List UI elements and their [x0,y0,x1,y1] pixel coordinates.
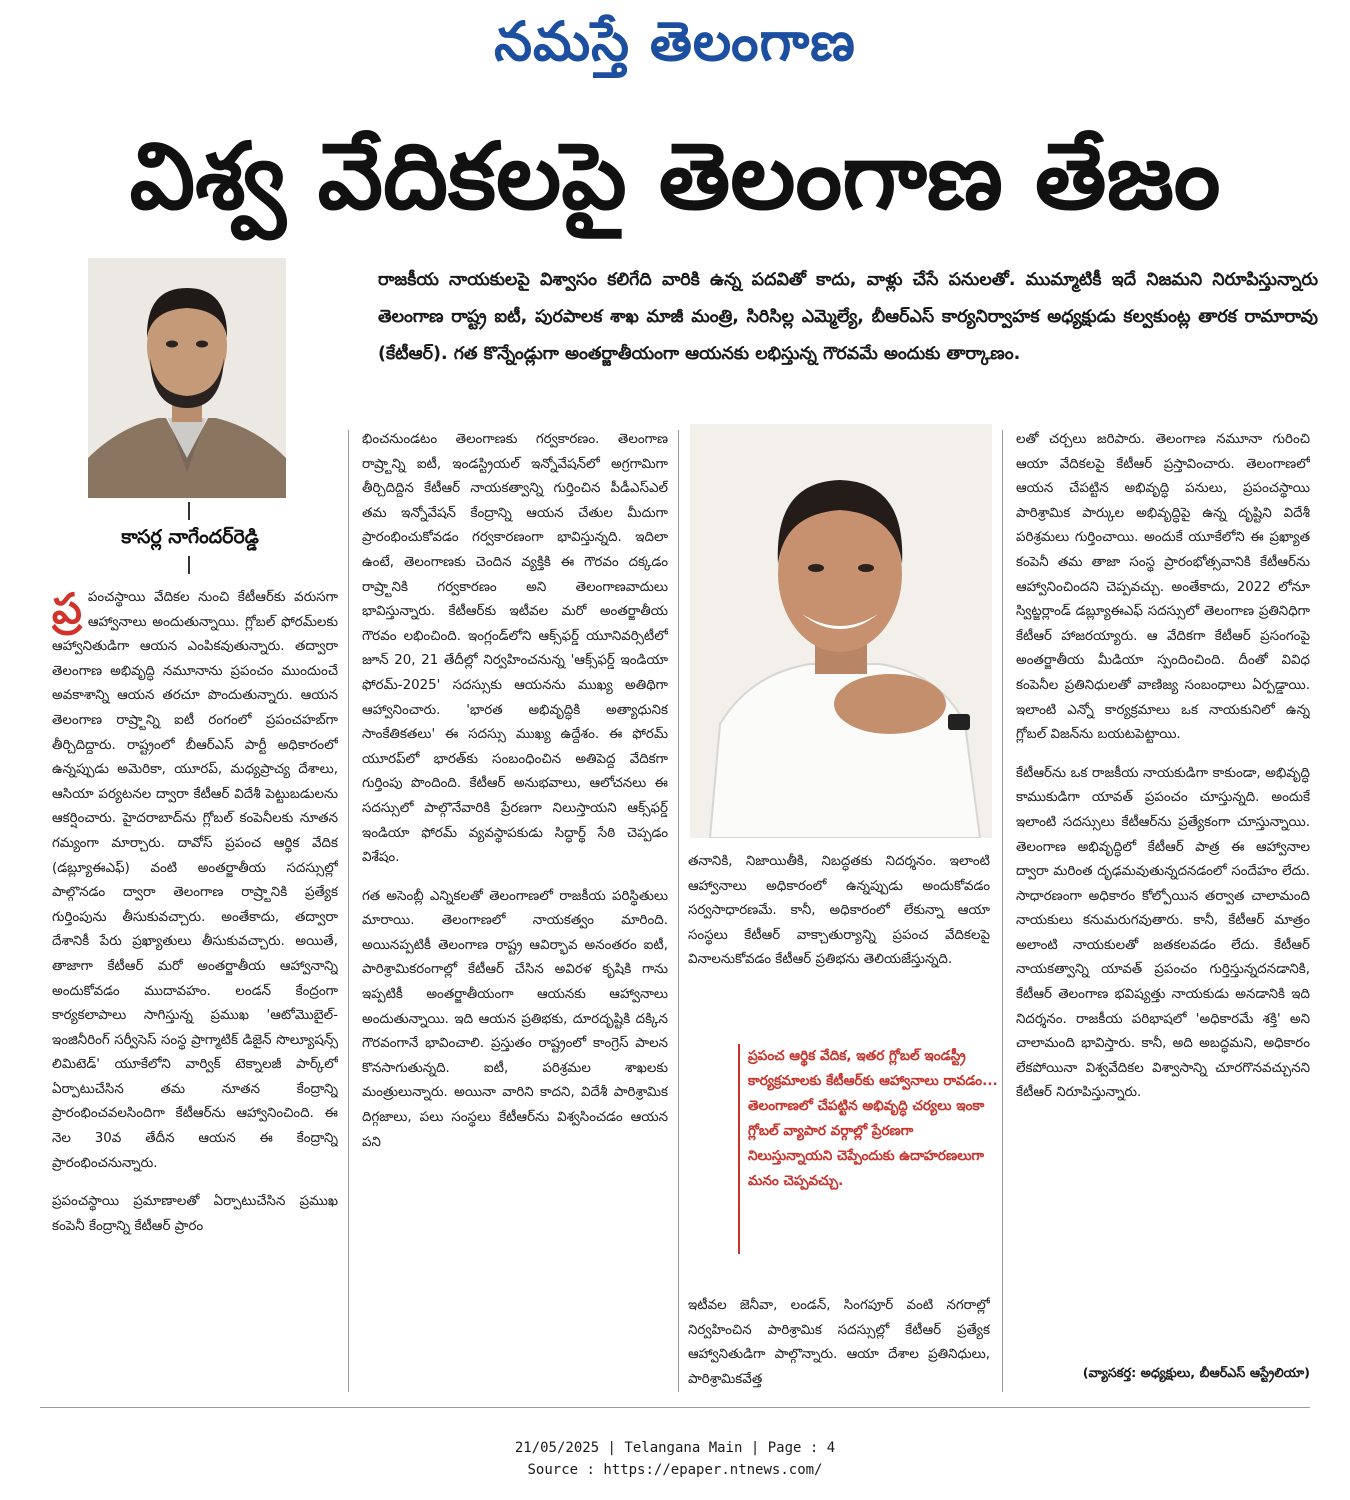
pull-quote: ప్రపంచ ఆర్థిక వేదిక, ఇతర గ్లోబల్ ఇండస్ట్రీ కార్యక్రమాలకు కేటీఆర్‌కు ఆహ్వానాలు రావడం... తెలంగాణలో చేపట్టిన అభివృద్ధి చర్యలు ఇంకా గ్లోబల్ వ్యాపార వర్గాల్లో ప్రేరణగా నిలుస్తున్నాయని చెప్పేందుకు ఉదాహరణలుగా మనం చెప్పవచ్చు. [738,1044,998,1254]
article-headline: విశ్వ వేదికలపై తెలంగాణ తేజం [129,123,1221,230]
column-divider-3 [1002,430,1003,1392]
column-1-paragraph-1: పంచస్థాయి వేదికల నుంచి కేటీఆర్‌కు వరుసగా ఆహ్వానాలు అందుతున్నాయి. గ్లోబల్ ఫోరమ్‌లకు ఆహ్వానితుడిగా ఆయన ఎంపికవుతున్నారు. తద్వారా తెలంగాణ అభివృద్ధి నమూనాను ప్రపంచం ముందుంచే అవకాశాన్ని ఆయన తరచూ పొందుతున్నారు. ఆయన తెలంగాణ రాష్ర్టాన్ని ఐటీ రంగంలో ప్రపంచహబ్‌గా తీర్చిదిద్దారు. రాష్ట్రంలో బీఆర్‌ఎస్ పార్టీ అధికారంలో ఉన్నప్పుడు అమెరికా, యూరప్, మధ్యప్రాచ్య దేశాలు, ఆసియా పర్యటనల ద్వారా కేటీఆర్ విదేశీ పెట్టుబడులను ఆకర్షించారు. హైదరాబాద్‌ను గ్లోబల్ కంపెనీలకు నూతన గమ్యంగా మార్చారు. దావోస్ ప్రపంచ ఆర్థిక వేదిక (డబ్ల్యూఈఎఫ్) వంటి అంతర్జాతీయ సదస్సుల్లో పాల్గొనడం ద్వారా తెలంగాణ రాష్ర్టానికి ప్రత్యేక గుర్తింపును తీసుకువచ్చారు. అంతేకాదు, తద్వారా దేశానికీ పేరు ప్రఖ్యాతులు తీసుకువచ్చారు. అయితే, తాజాగా కేటీఆర్ మరో అంతర్జాతీయ ఆహ్వానాన్ని అందుకోవడం ముదావహం. లండన్ కేంద్రంగా కార్యకలాపాలు సాగిస్తున్న ప్రముఖ 'ఆటోమొబైల్-ఇంజినీరింగ్ సర్వీసెస్ సంస్థ ప్రాగ్మాటిక్ డిజైన్ సొల్యూషన్స్ లిమిటెడ్' యూకేలోని వార్విక్ టెక్నాలజీ పార్క్‌లో ఏర్పాటుచేసిన తమ నూతన కేంద్రాన్ని ప్రారంభించవలసిందిగా కేటీఆర్‌ను ఆహ్వానించింది. ఈ నెల 30వ తేదీన ఆయన ఈ కేంద్రాన్ని ప్రారంభించనున్నారు. [52,590,338,1171]
column-3-paragraph-2: ఇటీవల జెనీవా, లండన్, సింగపూర్ వంటి నగరాల్లో నిర్వహించిన పారిశ్రామిక సదస్సుల్లో కేటీఆర్ ప్రత్యేక ఆహ్వానితుడిగా పాల్గొన్నారు. ఆయా దేశాల ప్రతినిధులు, పారిశ్రామికవేత్త [688,1298,990,1387]
footer-date-line: 21/05/2025 | Telangana Main | Page : 4 [514,1440,836,1456]
article-column-3 [688,850,990,1020]
column-1-paragraph-2: ప్రపంచస్థాయి ప్రమాణాలతో ఏర్పాటుచేసిన ప్రముఖ కంపెనీ కేంద్రాన్ని కేటీఆర్ ప్రారం [52,1194,338,1234]
author-rule-top [188,502,190,520]
column-divider-2 [678,430,679,1392]
article-column-4 [1016,428,1310,1360]
column-4-paragraph-1: లతో చర్చలు జరిపారు. తెలంగాణ నమూనా గురించి ఆయా వేదికలపై కేటీఆర్ ప్రస్తావించారు. తెలంగాణలో ఆయన చేపట్టిన అభివృద్ధి పనులు, ప్రపంచస్థాయి పారిశ్రామిక పార్కుల అభివృద్ధిపై ఉన్న దృష్టిని విదేశీ పరిశ్రమలు గుర్తించాయి. అందుకే యూకేలోని ఈ ప్రఖ్యాత కంపెనీ తమ తాజా సంస్థ ప్రారంభోత్సవానికి కేటీఆర్‌ను ఆహ్వానించిందని చెప్పవచ్చు. అంతేకాదు, 2022 లోనూ స్విట్జర్లాండ్ డబ్ల్యూఈఎఫ్ సదస్సులో తెలంగాణ ప్రతినిధిగా కేటీఆర్ హాజరయ్యారు. ఆ వేదికగా కేటీఆర్ ప్రసంగంపై అంతర్జాతీయ మీడియా స్పందించింది. దీంతో వివిధ కంపెనీల ప్రతినిధులతో వాణిజ్య సంబంధాలు ఏర్పడ్డాయి. ఇలాంటి ఎన్నో కార్యక్రమాలు ఒక నాయకునిలో ఉన్న గ్లోబల్ విజన్‌ను బయటపెట్టాయి. [1016,432,1310,743]
drop-cap: ప్ర [52,586,82,633]
masthead-logo: నమస్తే తెలంగాణ [494,9,856,73]
article-intro: రాజకీయ నాయకులపై విశ్వాసం కలిగేది వారికి ఉన్న పదవితో కాదు, వాళ్లు చేసే పనులతో. ముమ్మాటికీ ఇదే నిజమని నిరూపిస్తున్నారు తెలంగాణ రాష్ట్ర ఐటీ, పురపాలక శాఖ మాజీ మంత్రి, సిరిసిల్ల ఎమ్మెల్యే, బీఆర్‌ఎస్ కార్యనిర్వాహక అధ్యక్షుడు కల్వకుంట్ల తారక రామారావు (కేటీఆర్). గత కొన్నేండ్లుగా అంతర్జాతీయంగా ఆయనకు లభిస్తున్న గౌరవమే అందుకు తార్కాణం. [378,270,1318,364]
article-column-3-bottom [688,1294,990,1392]
author-photo [88,258,286,498]
author-name: కాసర్ల నాగేందర్‌రెడ్డి [121,526,259,548]
author-rule-bottom [188,556,190,574]
column-4-paragraph-2: కేటీఆర్‌ను ఒక రాజకీయ నాయకుడిగా కాకుండా, అభివృద్ధి కాముకుడిగా యావత్ ప్రపంచం చూస్తున్నది. అందుకే ఇలాంటి సదస్సులు కేటీఆర్‌ను ప్రత్యేకంగా చూస్తున్నాయి. తెలంగాణ అభివృద్ధిలో కేటీఆర్ పాత్ర ఈ ఆహ్వానాల ద్వారా మరింత దృఢమవుతున్నదనడంలో సందేహం లేదు. సాధారణంగా అధికారం కోల్పోయిన తర్వాత చాలామంది నాయకులు కనుమరుగవుతారు. కానీ, కేటీఆర్ మాత్రం అలాంటి నాయకులతో జతకలవడం లేదు. కేటీఆర్ నాయకత్వాన్ని యావత్ ప్రపంచం గుర్తిస్తున్నదనడానికి, కేటీఆర్ తెలంగాణ భవిష్యత్తు నాయకుడు అనడానికి ఇది నిదర్శనం. రాజకీయ పరిభాషలో 'అధికారమే శక్తి' అని చాలామంది భావిస్తారు. కానీ, అది అబద్ధమని, అధికారం లేకపోయినా విశ్వవేదికల విశ్వాసాన్ని చూరగొనవచ్చునని కేటీఆర్ నిరూపిస్తున్నారు. [1016,765,1310,1101]
column-divider-1 [348,430,349,1392]
column-3-paragraph-1: తనానికి, నిజాయితీకి, నిబద్ధతకు నిదర్శనం. ఇలాంటి ఆహ్వానాలు అధికారంలో ఉన్నప్పుడు అందుకోవడం సర్వసాధారణమే. కానీ, అధికారంలో లేకున్నా ఆయా సంస్థలు కేటీఆర్ వాక్చాతుర్యాన్ని ప్రపంచ వేదికలపై వినాలనుకోవడం కేటీఆర్ ప్రతిభను తెలియజేస్తున్నది. [688,854,990,968]
footer-source-line: Source : https://epaper.ntnews.com/ [527,1462,823,1478]
author-note: (వ్యాసకర్త: అధ్యక్షులు, బీఆర్‌ఎస్ ఆస్ట్రేలియా) [1082,1366,1310,1381]
article-column-1 [52,586,338,1392]
bottom-rule [40,1407,1310,1408]
column-2-paragraph-2: గత అసెంబ్లీ ఎన్నికలతో తెలంగాణలో రాజకీయ పరిస్థితులు మారాయి. తెలంగాణలో నాయకత్వం మారింది. అయినప్పటికీ తెలంగాణ రాష్ట్ర ఆవిర్భావ అనంతరం ఐటీ, పారిశ్రామికరంగాల్లో కేటీఆర్ చేసిన అవిరళ కృషికి గాను ఇప్పటికీ అంతర్జాతీయంగా ఆయనకు ఆహ్వానాలు అందుతున్నాయి. ఇది ఆయన ప్రతిభకు, దూరదృష్టికి దక్కిన గౌరవంగానే భావించాలి. ప్రస్తుతం రాష్ట్రంలో కాంగ్రెస్ పాలన కొనసాగుతున్నది. ఐటీ, పరిశ్రమల శాఖలకు మంత్రులున్నారు. అయినా వారిని కాదని, విదేశీ పారిశ్రామిక దిగ్గజాలు, పలు సంస్థలు కేటీఆర్‌ను విశ్వసించడం ఆయన పని [362,888,668,1150]
column-2-paragraph-1: భించనుండటం తెలంగాణకు గర్వకారణం. తెలంగాణ రాష్ర్టాన్ని ఐటీ, ఇండస్ట్రియల్ ఇన్నోవేషన్‌లో అగ్రగామిగా తీర్చిదిద్దిన కేటీఆర్ నాయకత్వాన్ని గుర్తించిన పీడీఎస్‌ఎల్ తమ ఇన్నోవేషన్ కేంద్రాన్ని ఆయన చేతుల మీదుగా ప్రారంభించుకోవడం గర్వకారణంగా భావిస్తున్నది. ఇదిలా ఉంటే, తెలంగాణకు చెందిన వ్యక్తికి ఈ గౌరవం దక్కడం రాష్ర్టానికి గర్వకారణం అని తెలంగాణవాదులు భావిస్తున్నారు. కేటీఆర్‌కు ఇటీవల మరో అంతర్జాతీయ గౌరవం లభించింది. ఇంగ్లండ్‌లోని ఆక్స్‌ఫర్డ్ యూనివర్సిటీలో జూన్ 20, 21 తేదీల్లో నిర్వహించనున్న 'ఆక్స్‌ఫర్డ్ ఇండియా ఫోరమ్-2025' సదస్సుకు ఆయనను ముఖ్య అతిథిగా ఆహ్వానించారు. 'భారత అభివృద్ధికి అత్యాధునిక సాంకేతికతలు' ఈ సదస్సు ముఖ్య ఉద్దేశం. ఈ ఫోరమ్ యూరప్‌లో భారత్‌కు సంబంధించిన అతిపెద్ద వేదికగా గుర్తింపు పొందింది. కేటీఆర్ అనుభవాలు, ఆలోచనలు ఈ సదస్సులో పాల్గొనేవారికి ప్రేరణగా నిలుస్తాయని ఆక్స్‌ఫర్డ్ ఇండియా ఫోరమ్ వ్యవస్థాపకుడు సిద్ధార్థ్ సేఠి చెప్పడం విశేషం. [362,432,668,866]
article-column-2 [362,428,668,1392]
ktr-photo [690,424,992,838]
